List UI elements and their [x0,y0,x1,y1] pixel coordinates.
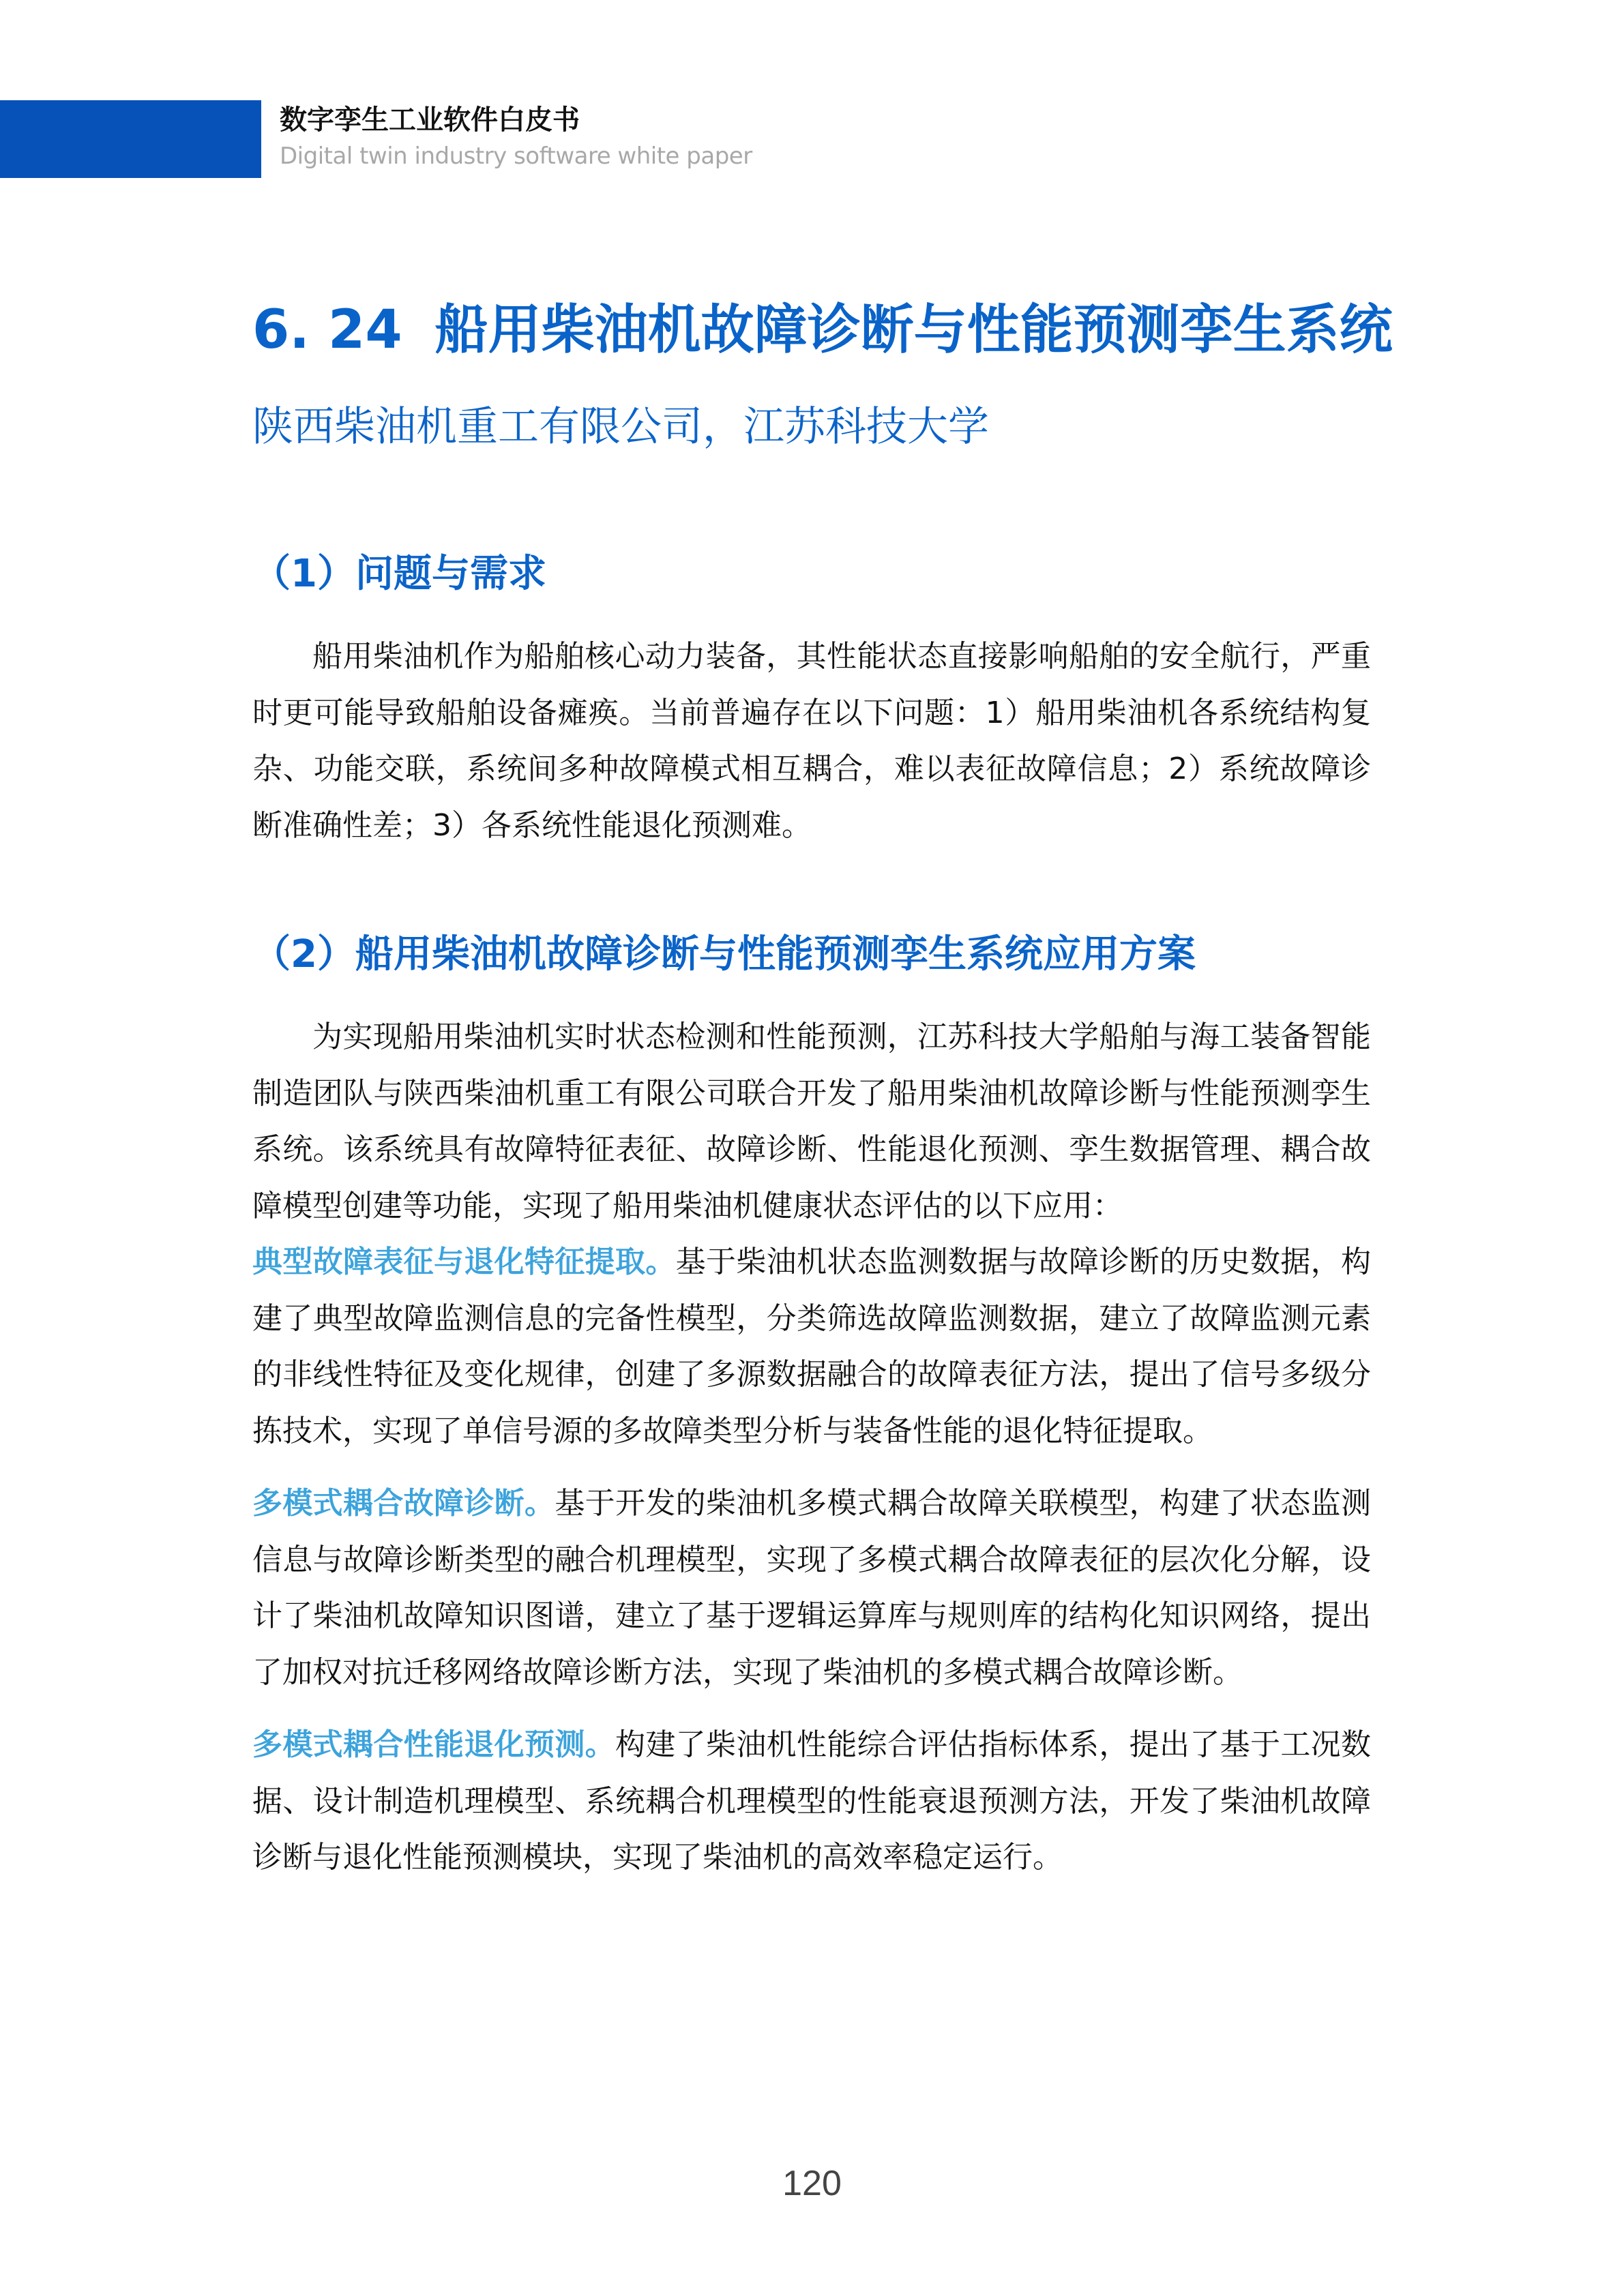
subsection-body-solution [252,1009,1371,1886]
feature-text-1: 基于柴油机状态监测数据与故障诊断的历史数据，构建了典型故障监测信息的完备性模型，分类筛选故障监测数据，建立了故障监测元素的非线性特征及变化规律，创建了多源数据融合的故障表征方法，提出了信号多级分拣技术，实现了单信号源的多故障类型分析与装备性能的退化特征提取。 [252,1244,1372,1448]
feature-text-3: 构建了柴油机性能综合评估指标体系，提出了基于工况数据、设计制造机理模型、系统耦合机理模型的性能衰退预测方法，开发了柴油机故障诊断与退化性能预测模块，实现了柴油机的高效率稳定运行。 [252,1727,1371,1875]
header-accent-bar [0,100,261,178]
paragraph-intro: 为实现船用柴油机实时状态检测和性能预测，江苏科技大学船舶与海工装备智能制造团队与陕西柴油机重工有限公司联合开发了船用柴油机故障诊断与性能预测孪生系统。该系统具有故障特征表征、故障诊断、性能退化预测、孪生数据管理、耦合故障模型创建等功能，实现了船用柴油机健康状态评估的以下应用： [252,1019,1371,1223]
section-title [252,297,1393,363]
header-subtitle: Digital twin industry software white paper [280,143,752,170]
subsection-body-problem [252,629,1371,854]
feature-heading-2: 多模式耦合故障诊断。 [252,1486,555,1521]
subsection-heading-problem: （1）问题与需求 [252,552,546,596]
page-number: 120 [782,2164,842,2203]
section-number: 6. 24 [252,299,402,361]
paragraph: 船用柴油机作为船舶核心动力装备，其性能状态直接影响船舶的安全航行，严重时更可能导致船舶设备瘫痪。当前普遍存在以下问题：1）船用柴油机各系统结构复杂、功能交联，系统间多种故障模式相互耦合，难以表征故障信息；2）系统故障诊断准确性差；3）各系统性能退化预测难。 [252,639,1371,843]
paragraph-feature-3 [252,1717,1371,1886]
subsection-heading-solution: （2）船用柴油机故障诊断与性能预测孪生系统应用方案 [252,932,1196,976]
feature-heading-1: 典型故障表征与退化特征提取。 [252,1244,676,1279]
feature-text-2: 基于开发的柴油机多模式耦合故障关联模型，构建了状态监测信息与故障诊断类型的融合机理模型，实现了多模式耦合故障表征的层次化分解，设计了柴油机故障知识图谱，建立了基于逻辑运算库与规则库的结构化知识网络，提出了加权对抗迁移网络故障诊断方法，实现了柴油机的多模式耦合故障诊断。 [252,1486,1372,1690]
section-title-text: 船用柴油机故障诊断与性能预测孪生系统 [434,299,1393,361]
section-organizations: 陕西柴油机重工有限公司，江苏科技大学 [252,403,989,451]
feature-heading-3: 多模式耦合性能退化预测。 [252,1727,615,1762]
paragraph-feature-2 [252,1476,1371,1701]
paragraph-feature-1 [252,1234,1371,1459]
header-title: 数字孪生工业软件白皮书 [280,104,580,136]
